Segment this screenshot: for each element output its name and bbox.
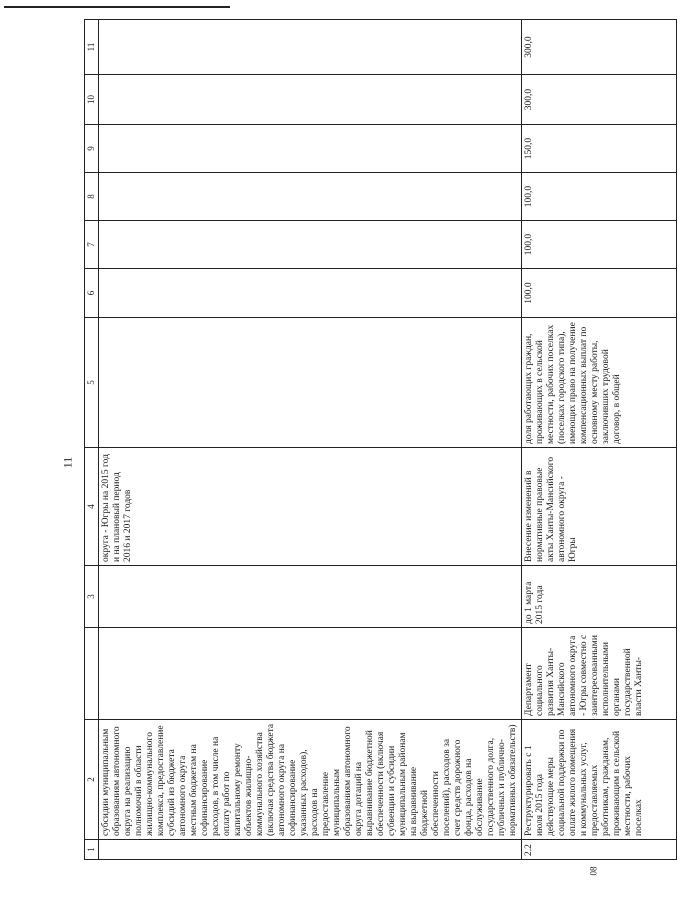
table-row-continuation (99, 20, 522, 860)
header-cell-1: 1 (85, 840, 99, 860)
measures-table (84, 19, 677, 860)
header-cell-blank (85, 628, 99, 720)
cell-value-9: 150,0 (522, 125, 677, 173)
header-cell-4: 4 (85, 448, 99, 566)
header-cell-10: 10 (85, 75, 99, 125)
header-rule (4, 6, 230, 8)
cell-value-6 (99, 269, 522, 318)
cell-value-6: 100,0 (522, 269, 677, 318)
page-number: 11 (60, 456, 75, 469)
cell-indicator (99, 318, 522, 448)
cell-measure: субсидии муниципальным образованиям автономного округа на реализацию полномочий в области жилищно-коммунального комплекса, предоставление субсидий из бюджета автономного округа местным бюджетам на софинансирование расходов, в том числе на оплату работ по капитальному ремонту объектов жилищно-коммунального хозяйства (включая средства бюджета автономного округа на софинансирование указанных расходов), расходов на предоставление муниципальным образованиям автономного округа дотаций на выравнивание бюджетной обеспеченности (включая субвенции и субсидии муниципальным районам на выравнивание бюджетной обеспеченности поселений), расходов за счет средств дорожного фонда, расходов на обслуживание государственного долга, публичных и публично-нормативных обязательств) (99, 720, 522, 840)
cell-num: 2.2 (522, 840, 677, 860)
cell-value-8 (99, 173, 522, 221)
cell-result: Внесение изменений в нормативные правовые акты Ханты-Мансийского автономного округа - Югры (522, 448, 677, 566)
cell-measure: Реструктурировать с 1 июля 2015 года действующие меры социальной поддержки по оплате жилого помещения и коммунальных услуг, предоставляемых работникам, гражданам, проживающим в сельской местности, рабочих поселках (522, 720, 677, 840)
header-row (85, 20, 99, 860)
cell-value-11: 300,0 (522, 20, 677, 75)
cell-value-7: 100,0 (522, 221, 677, 269)
cell-value-8: 100,0 (522, 173, 677, 221)
cell-responsible (99, 628, 522, 720)
table-row-2-2 (522, 20, 677, 860)
cell-value-11 (99, 20, 522, 75)
cell-deadline (99, 566, 522, 628)
header-cell-5: 5 (85, 318, 99, 448)
cell-value-10 (99, 75, 522, 125)
cell-deadline: до 1 марта 2015 года (522, 566, 677, 628)
cell-indicator: доля работающих граждан, проживающих в сельской местности, рабочих поселках (поселках городского типа), имеющих право на получение компенсационных выплат по основному месту работы, заключивших трудовой договор, в общей (522, 318, 677, 448)
header-cell-9: 9 (85, 125, 99, 173)
footer-number: 08 (588, 866, 599, 876)
cell-result: округа - Югры на 2015 год и на плановый период 2016 и 2017 годов (99, 448, 522, 566)
header-cell-3: 3 (85, 566, 99, 628)
header-cell-11: 11 (85, 20, 99, 75)
header-cell-2: 2 (85, 720, 99, 840)
header-cell-7: 7 (85, 221, 99, 269)
cell-value-7 (99, 221, 522, 269)
header-cell-8: 8 (85, 173, 99, 221)
cell-responsible: Департамент социального развития Ханты-Мансийского автономного округа - Югры совместно с заинтересованными исполнительными органами государственной власти Ханты- (522, 628, 677, 720)
header-cell-6: 6 (85, 269, 99, 318)
cell-value-10: 300,0 (522, 75, 677, 125)
cell-value-9 (99, 125, 522, 173)
rotated-page (84, 20, 644, 860)
cell-num (99, 840, 522, 860)
table-frame (84, 20, 644, 860)
